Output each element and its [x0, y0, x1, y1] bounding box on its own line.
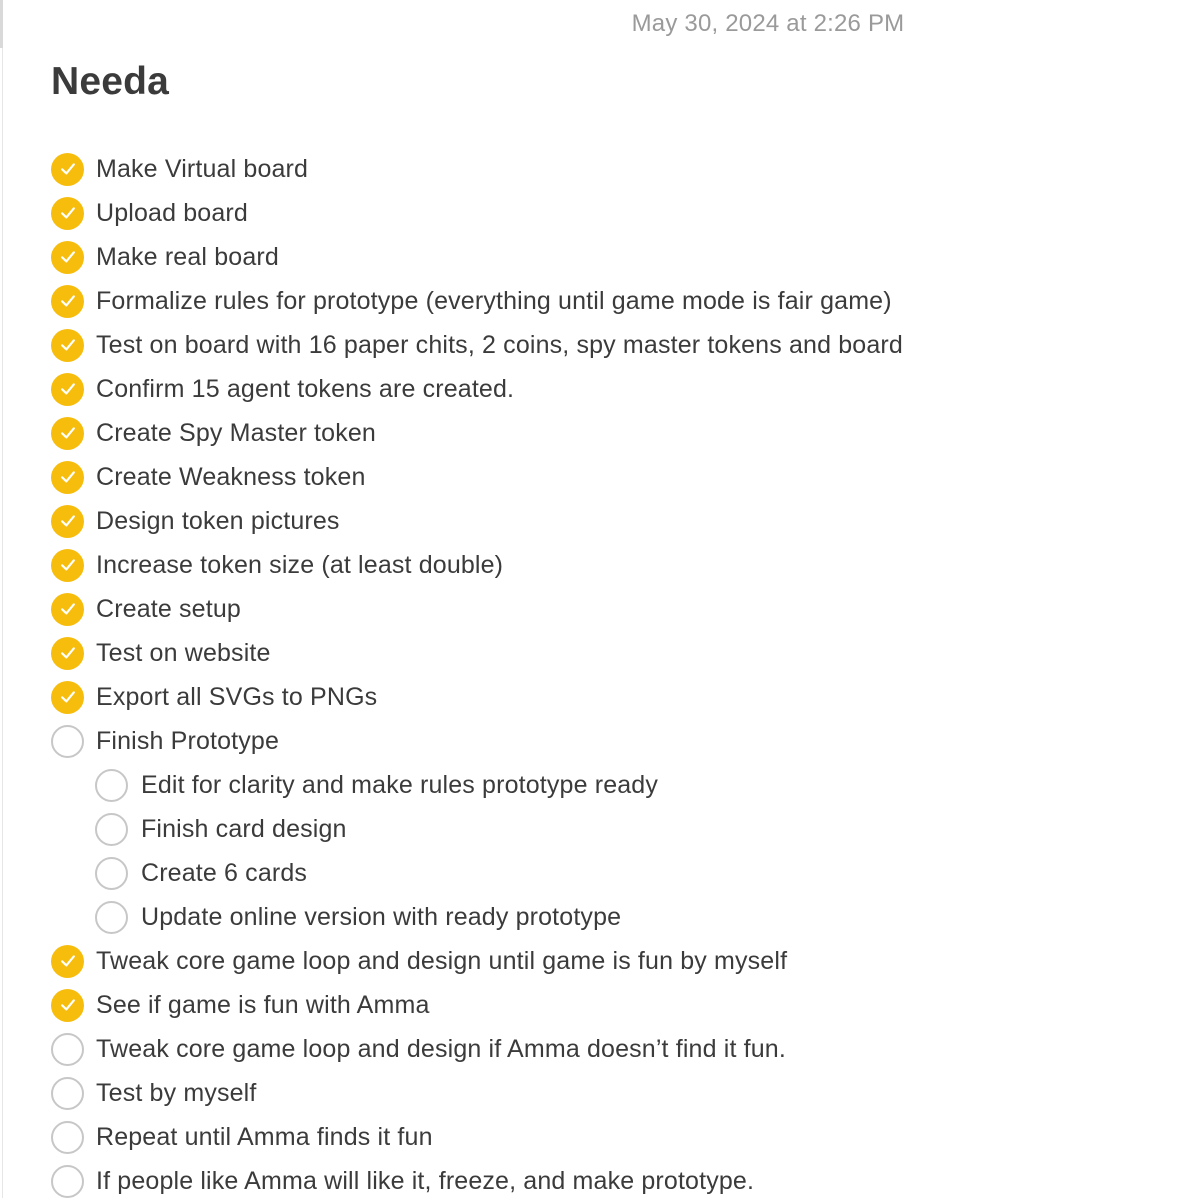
checklist-item[interactable] — [51, 235, 1196, 279]
note-body[interactable] — [51, 58, 1196, 1203]
checklist-item[interactable] — [51, 1071, 1196, 1115]
checklist-item-label[interactable]: Edit for clarity and make rules prototype ready — [141, 770, 659, 799]
checklist-item-label[interactable]: Formalize rules for prototype (everything until game mode is fair game) — [96, 286, 892, 315]
checkmark-circle-filled-icon[interactable] — [51, 681, 84, 714]
empty-circle-icon[interactable] — [95, 813, 128, 846]
checklist-item-label[interactable]: Upload board — [96, 198, 248, 227]
checklist-item-label[interactable]: Update online version with ready prototype — [141, 902, 622, 931]
checklist-item[interactable] — [51, 543, 1196, 587]
checklist-item[interactable] — [51, 1159, 1196, 1203]
empty-circle-icon[interactable] — [51, 1033, 84, 1066]
checklist-item-label[interactable]: Test on website — [96, 638, 271, 667]
checklist-item[interactable] — [51, 939, 1196, 983]
checkmark-circle-filled-icon[interactable] — [51, 329, 84, 362]
checklist-item-label[interactable]: Make real board — [96, 242, 279, 271]
checklist-item[interactable] — [51, 719, 1196, 763]
checklist-item[interactable] — [51, 1115, 1196, 1159]
checklist-item-label[interactable]: Make Virtual board — [96, 154, 309, 183]
checklist-item-label[interactable]: Finish card design — [141, 814, 347, 843]
checklist-item[interactable] — [51, 191, 1196, 235]
empty-circle-icon[interactable] — [95, 901, 128, 934]
checklist-subitem[interactable] — [51, 763, 1196, 807]
empty-circle-icon[interactable] — [95, 769, 128, 802]
empty-circle-icon[interactable] — [95, 857, 128, 890]
checklist-item-label[interactable]: Create Spy Master token — [96, 418, 376, 447]
checklist-item[interactable] — [51, 455, 1196, 499]
checklist-item[interactable] — [51, 631, 1196, 675]
checklist-subitem[interactable] — [51, 807, 1196, 851]
checkmark-circle-filled-icon[interactable] — [51, 153, 84, 186]
checkmark-circle-filled-icon[interactable] — [51, 593, 84, 626]
checkmark-circle-filled-icon[interactable] — [51, 549, 84, 582]
checkmark-circle-filled-icon[interactable] — [51, 417, 84, 450]
checkmark-circle-filled-icon[interactable] — [51, 241, 84, 274]
checklist-item-label[interactable]: If people like Amma will like it, freeze, and make prototype. — [96, 1166, 755, 1195]
checkmark-circle-filled-icon[interactable] — [51, 373, 84, 406]
empty-circle-icon[interactable] — [51, 725, 84, 758]
checklist — [51, 147, 1196, 1203]
checklist-item[interactable] — [51, 499, 1196, 543]
checklist-item-label[interactable]: Create 6 cards — [141, 858, 308, 887]
checkmark-circle-filled-icon[interactable] — [51, 285, 84, 318]
checklist-item-label[interactable]: Tweak core game loop and design until game is fun by myself — [96, 946, 788, 975]
checklist-item-label[interactable]: Finish Prototype — [96, 726, 280, 755]
checkmark-circle-filled-icon[interactable] — [51, 637, 84, 670]
window-left-border — [2, 0, 3, 1198]
checklist-item[interactable] — [51, 983, 1196, 1027]
checkmark-circle-filled-icon[interactable] — [51, 945, 84, 978]
empty-circle-icon[interactable] — [51, 1165, 84, 1198]
checklist-item-label[interactable]: Test by myself — [96, 1078, 257, 1107]
note-timestamp: May 30, 2024 at 2:26 PM — [631, 10, 905, 37]
checklist-subitem[interactable] — [51, 895, 1196, 939]
checklist-item[interactable] — [51, 323, 1196, 367]
checkmark-circle-filled-icon[interactable] — [51, 989, 84, 1022]
empty-circle-icon[interactable] — [51, 1121, 84, 1154]
checklist-item-label[interactable]: Increase token size (at least double) — [96, 550, 504, 579]
checklist-item-label[interactable]: Create setup — [96, 594, 241, 623]
checklist-item[interactable] — [51, 367, 1196, 411]
empty-circle-icon[interactable] — [51, 1077, 84, 1110]
checklist-item-label[interactable]: See if game is fun with Amma — [96, 990, 430, 1019]
checklist-item[interactable] — [51, 587, 1196, 631]
checkmark-circle-filled-icon[interactable] — [51, 197, 84, 230]
checklist-item-label[interactable]: Create Weakness token — [96, 462, 366, 491]
checklist-item[interactable] — [51, 675, 1196, 719]
checklist-item[interactable] — [51, 411, 1196, 455]
checkmark-circle-filled-icon[interactable] — [51, 505, 84, 538]
checklist-item-label[interactable]: Export all SVGs to PNGs — [96, 682, 378, 711]
checklist-item-label[interactable]: Test on board with 16 paper chits, 2 coins, spy master tokens and board — [96, 330, 903, 359]
checklist-subitem[interactable] — [51, 851, 1196, 895]
checklist-item-label[interactable]: Tweak core game loop and design if Amma doesn’t find it fun. — [96, 1034, 786, 1063]
checklist-item-label[interactable]: Design token pictures — [96, 506, 340, 535]
checklist-item[interactable] — [51, 1027, 1196, 1071]
checklist-item[interactable] — [51, 279, 1196, 323]
checklist-item-label[interactable]: Repeat until Amma finds it fun — [96, 1122, 433, 1151]
note-title[interactable]: Needa — [51, 60, 170, 103]
checkmark-circle-filled-icon[interactable] — [51, 461, 84, 494]
checklist-item[interactable] — [51, 147, 1196, 191]
checklist-item-label[interactable]: Confirm 15 agent tokens are created. — [96, 374, 515, 403]
